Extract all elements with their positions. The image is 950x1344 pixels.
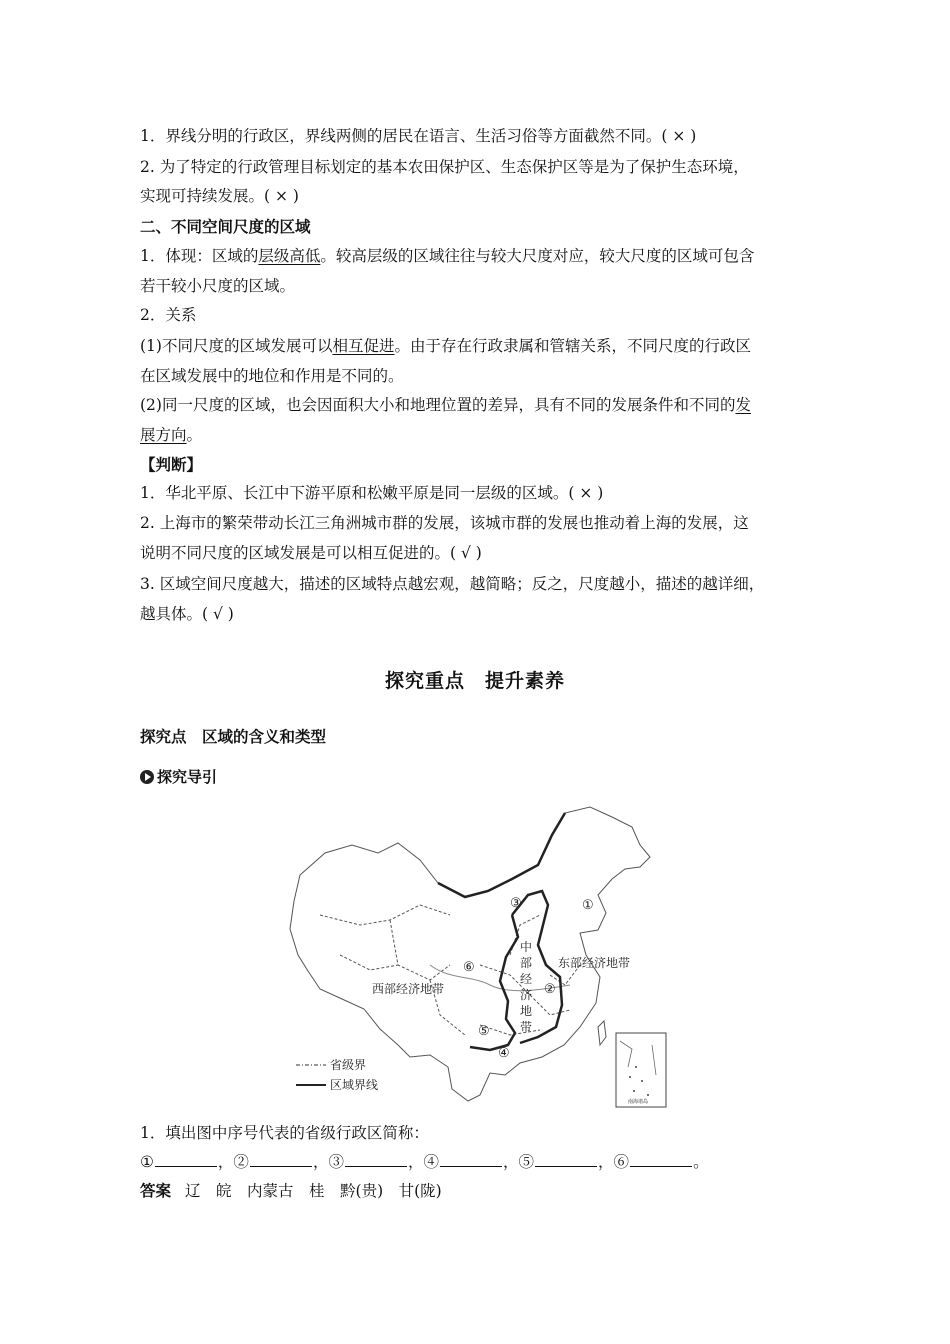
blank-index: ⑥ [613, 1153, 630, 1171]
text-line: 越具体。( √ ) [140, 605, 234, 623]
map-label-3: ③ [510, 895, 522, 910]
province-boundary [320, 905, 580, 1035]
text-span: (1)不同尺度的区域发展可以 [140, 337, 333, 355]
explore-point-heading: 探究点 区域的含义和类型 [140, 728, 327, 746]
legend-region-label: 区域界线 [330, 1078, 379, 1092]
text-line: 在区域发展中的地位和作用是不同的。 [140, 367, 404, 385]
text-span: 。由于存在行政隶属和管辖关系，不同尺度的行政区 [394, 337, 751, 355]
paragraph-line [140, 395, 830, 415]
text-line: 2．关系 [140, 306, 197, 324]
blank-index: ④ [423, 1153, 439, 1171]
underlined-term: 发 [735, 396, 751, 414]
inset-label: 南海诸岛 [628, 1099, 649, 1105]
central-zone-label-char: 带 [520, 1020, 533, 1034]
question-line: 1．填出图中序号代表的省级行政区简称： [140, 1124, 429, 1142]
map-legend [296, 1057, 378, 1092]
text-line: 若干较小尺度的区域。 [140, 277, 296, 295]
text-line: 1．华北平原、长江中下游平原和松嫩平原是同一层级的区域。( × ) [140, 484, 604, 502]
underlined-term: 层级高低 [258, 247, 321, 265]
judge-heading: 【判断】 [140, 456, 203, 474]
map-label-5: ⑤ [478, 1023, 490, 1038]
underlined-term: 相互促进 [332, 337, 395, 355]
central-zone-label-char: 中 [520, 940, 533, 954]
text-line: 2. 上海市的繁荣带动长江三角洲城市群的发展，该城市群的发展也推动着上海的发展，这 [140, 514, 749, 532]
text-span: 1．体现：区域的 [140, 247, 259, 265]
text-line: 实现可持续发展。( × ) [140, 187, 299, 205]
blank-index: ① [140, 1153, 154, 1171]
text-span: 。 [186, 426, 203, 444]
answer-blank[interactable] [155, 1152, 217, 1167]
blank-index: ③ [328, 1153, 344, 1171]
section-heading: 二、不同空间尺度的区域 [140, 218, 311, 236]
answer-text: 辽 皖 内蒙古 桂 黔(贵) 甘(陇) [185, 1182, 442, 1200]
paragraph-line [140, 336, 830, 356]
explore-guide-heading [140, 766, 217, 787]
paragraph-line [140, 246, 830, 266]
west-zone-label: 西部经济地带 [372, 982, 445, 996]
answer-line [140, 1181, 830, 1201]
china-economic-zones-map [280, 805, 675, 1110]
legend-province-label: 省级界 [330, 1058, 367, 1072]
answer-blank[interactable] [250, 1152, 312, 1167]
paragraph-line [140, 425, 830, 445]
play-circle-icon [140, 770, 154, 784]
guide-label: 探究导引 [157, 768, 218, 786]
text-span: 。较高层级的区域往往与较大尺度对应，较大尺度的区域可包含 [320, 247, 755, 265]
answer-blank[interactable] [345, 1152, 407, 1167]
text-line: 3. 区域空间尺度越大，描述的区域特点越宏观，越简略；反之，尺度越小，描述的越详细， [140, 575, 765, 593]
central-zone-label-char: 济 [520, 988, 533, 1002]
east-zone-label: 东部经济地带 [558, 956, 631, 970]
answer-blank[interactable] [535, 1152, 597, 1167]
text-line: 1．界线分明的行政区，界线两侧的居民在语言、生活习俗等方面截然不同。( × ) [140, 127, 697, 145]
west-region-boundary [438, 813, 565, 897]
blank-index: ⑤ [518, 1153, 535, 1171]
underlined-term: 展方向 [140, 426, 187, 444]
text-line: 2. 为了特定的行政管理目标划定的基本农田保护区、生态保护区等是为了保护生态环境， [140, 158, 749, 176]
section-title: 探究重点 提升素养 [384, 670, 565, 692]
central-zone-label-char: 地 [520, 1004, 533, 1018]
text-span: 。 [693, 1153, 709, 1171]
text-span: (2)同一尺度的区域，也会因面积大小和地理位置的差异，具有不同的发展条件和不同的 [140, 396, 736, 414]
central-zone-label-char: 经 [520, 972, 533, 986]
text-line: 说明不同尺度的区域发展是可以相互促进的。( √ ) [140, 544, 482, 562]
map-label-2: ② [544, 981, 556, 996]
answer-blank[interactable] [440, 1152, 502, 1167]
answer-blank[interactable] [630, 1152, 692, 1167]
map-label-1: ① [582, 897, 594, 912]
blank-index: ② [233, 1153, 249, 1171]
fill-blank-line: ① ，② ，③ ，④ ，⑤ ，⑥ 。 [140, 1153, 709, 1171]
taiwan-island [598, 1021, 606, 1045]
map-label-6: ⑥ [463, 959, 475, 974]
map-label-4: ④ [498, 1045, 510, 1060]
central-zone-label-char: 部 [520, 956, 533, 970]
country-outline [290, 807, 650, 1101]
answer-label: 答案 [140, 1182, 172, 1200]
south-sea-inset [616, 1033, 666, 1107]
